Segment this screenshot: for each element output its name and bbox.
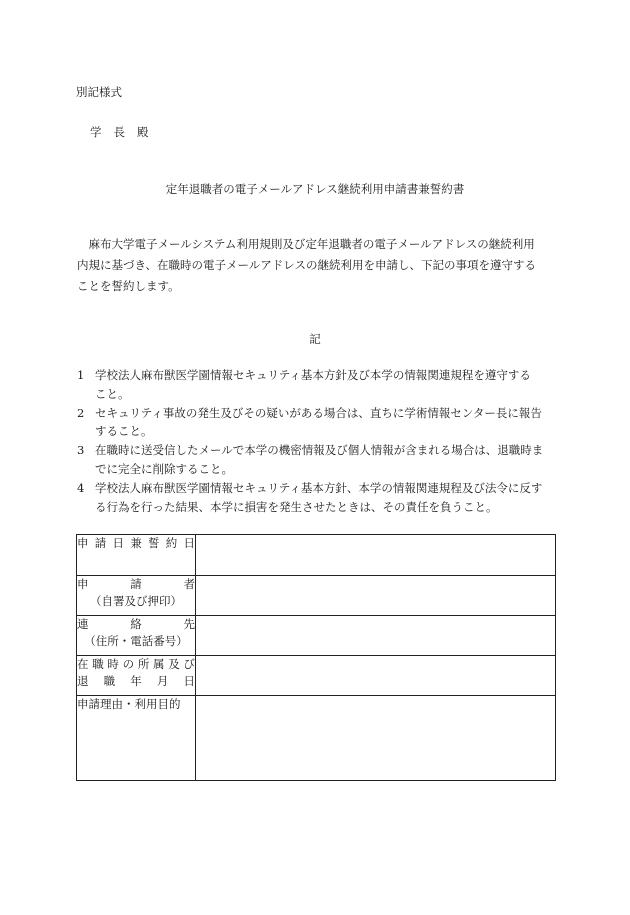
label-char: 日 xyxy=(183,674,195,688)
pledge-line: こと。 xyxy=(95,386,130,401)
label-text xyxy=(77,656,195,673)
pledge-number: 4 xyxy=(77,480,85,495)
label-char: 属 xyxy=(153,657,165,671)
label-char: 所 xyxy=(137,657,150,671)
pledge-number: 1 xyxy=(77,368,85,382)
label-char: 年 xyxy=(130,674,142,688)
intro-line: 内規に基づき、在職時の電子メールアドレスの継続利用を申請し、下記の事項を遵守する xyxy=(77,258,536,272)
label-subtext: （自署及び押印） xyxy=(90,594,182,608)
label-application-date xyxy=(77,535,196,576)
label-char: び xyxy=(183,657,195,671)
pledge-line: 学校法人麻布獣医学園情報セキュリティ基本方針及び本学の情報関連規程を遵守する xyxy=(95,368,531,382)
label-text xyxy=(77,673,195,690)
label-char: 先 xyxy=(183,617,195,631)
table-row-department xyxy=(77,656,556,696)
label-text xyxy=(77,576,195,593)
field-purpose[interactable] xyxy=(196,696,556,781)
label-department-retirement xyxy=(77,656,196,696)
label-char: 請 xyxy=(130,577,142,591)
pledge-item xyxy=(77,366,567,404)
label-char: 職 xyxy=(92,657,104,671)
label-char: 申 xyxy=(77,577,89,591)
table-row-applicant xyxy=(77,576,556,616)
table-row-purpose xyxy=(77,696,556,781)
label-char: 兼 xyxy=(130,536,142,550)
label-char: 時 xyxy=(107,657,119,671)
pledge-item xyxy=(77,441,567,479)
label-char: の xyxy=(122,657,135,671)
addressee: 学長殿 xyxy=(90,125,161,139)
label-char: 申 xyxy=(77,536,89,550)
table-row-application-date xyxy=(77,535,556,576)
label-char: 誓 xyxy=(148,536,160,550)
label-char: 職 xyxy=(103,674,116,688)
label-char: 約 xyxy=(165,536,178,550)
pledge-number: 3 xyxy=(77,443,85,458)
application-table xyxy=(76,534,556,781)
field-applicant-signature[interactable] xyxy=(196,576,556,616)
pledge-number: 2 xyxy=(77,405,85,420)
ki-heading: 記 xyxy=(309,332,321,346)
field-application-date[interactable] xyxy=(196,535,556,576)
pledge-item xyxy=(77,404,567,442)
pledge-item xyxy=(77,479,567,517)
label-char: 絡 xyxy=(130,617,142,631)
label-char: 在 xyxy=(77,657,89,671)
pledge-line: セキュリティ事故の発生及びその疑いがある場合は、直ちに学術情報センター長に報告 xyxy=(95,405,542,420)
intro-line: ことを誓約します。 xyxy=(77,279,180,293)
document-title: 定年退職者の電子メールアドレス継続利用申請書兼誓約書 xyxy=(165,182,465,196)
label-text: 申請理由・利用目的 xyxy=(77,697,181,711)
label-text xyxy=(77,616,195,633)
intro-paragraph xyxy=(77,234,567,297)
label-applicant xyxy=(77,576,196,616)
form-label: 別記様式 xyxy=(76,85,122,99)
label-contact xyxy=(77,616,196,656)
label-char: 者 xyxy=(183,577,195,591)
pledge-line: 学校法人麻布獣医学園情報セキュリティ基本方針、本学の情報関連規程及び法令に反す xyxy=(95,480,543,495)
table-row-contact xyxy=(77,616,556,656)
label-char: 連 xyxy=(77,617,89,631)
pledge-line: る行為を行った結果、本学に損害を発生させたときは、その責任を負うこと。 xyxy=(95,499,498,514)
label-char: 退 xyxy=(77,674,89,688)
field-department-retirement[interactable] xyxy=(196,656,556,696)
label-char: 月 xyxy=(156,674,169,688)
label-char: 請 xyxy=(94,536,107,550)
label-text xyxy=(77,535,195,552)
pledge-line: すること。 xyxy=(95,424,153,439)
label-char: 日 xyxy=(112,536,124,550)
pledge-list xyxy=(77,366,567,516)
label-subtext: （住所・電話番号） xyxy=(84,634,188,648)
field-contact[interactable] xyxy=(196,616,556,656)
label-char: 日 xyxy=(183,536,195,550)
label-purpose xyxy=(77,696,196,781)
pledge-line: でに完全に削除すること。 xyxy=(95,461,233,476)
pledge-line: 在職時に送受信したメールで本学の機密情報及び個人情報が含まれる場合は、退職時ま xyxy=(95,443,544,458)
label-char: 及 xyxy=(168,657,180,671)
intro-line: 麻布大学電子メールシステム利用規則及び定年退職者の電子メールアドレスの継続利用 xyxy=(77,237,535,251)
